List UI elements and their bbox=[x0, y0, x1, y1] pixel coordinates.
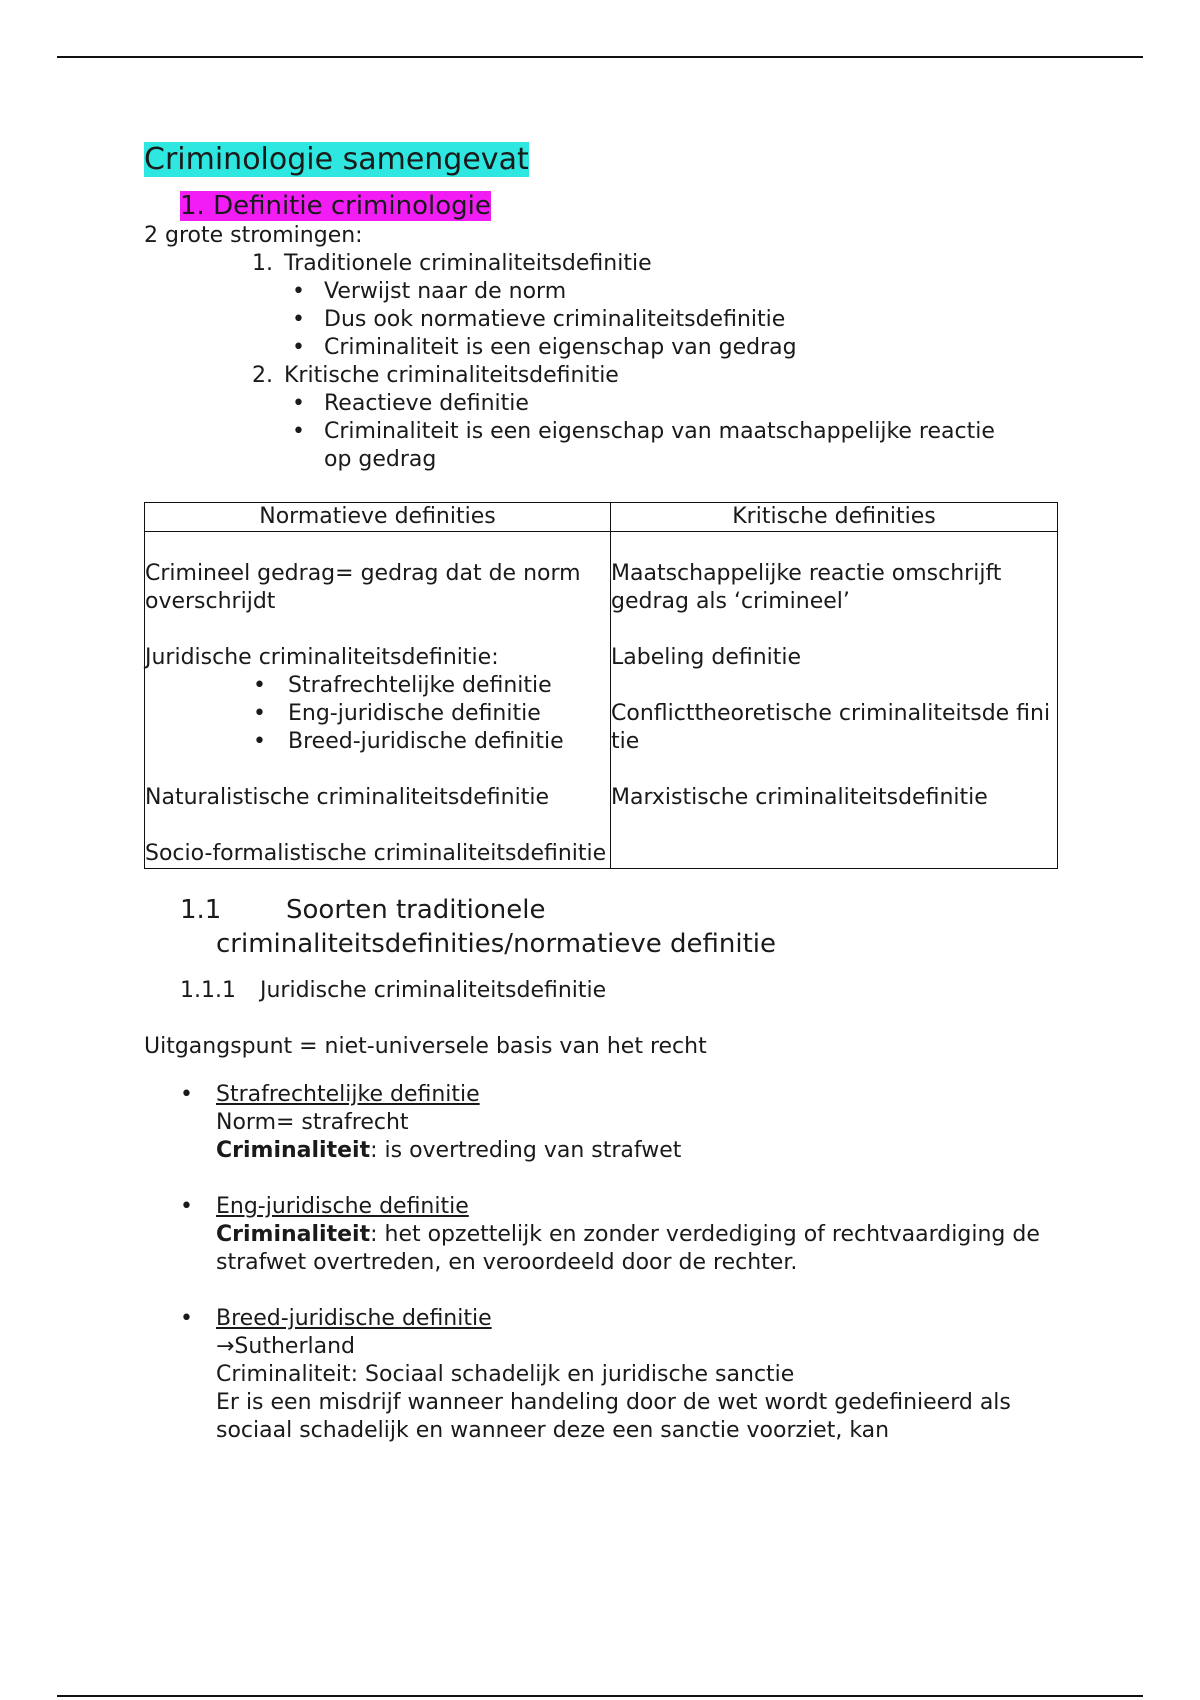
definition-title: • Breed-juridische definitie bbox=[216, 1306, 492, 1331]
cell-text: Naturalistische criminaliteitsdefinitie bbox=[145, 785, 549, 810]
cell-text: Juridische criminaliteitsdefinitie: bbox=[145, 645, 499, 670]
definition-text: →Sutherland bbox=[216, 1334, 355, 1359]
stream-sublist-wrapper bbox=[144, 278, 1064, 362]
cell-text: Labeling definitie bbox=[611, 645, 802, 670]
table-cell-kritisch bbox=[611, 532, 1058, 869]
sub-item bbox=[144, 278, 1064, 306]
section-heading-1 bbox=[180, 190, 1064, 222]
sub-item-text: Reactieve definitie bbox=[324, 391, 529, 416]
stream-number: 2. bbox=[252, 363, 273, 388]
definition-item bbox=[144, 1193, 1064, 1277]
definition-title: • Strafrechtelijke definitie bbox=[216, 1082, 480, 1107]
cell-bullet-item: • Strafrechtelijke definitie bbox=[145, 672, 610, 700]
sub-item-text: Criminaliteit is een eigenschap van gedrag bbox=[324, 335, 797, 360]
column-header: Kritische definities bbox=[611, 503, 1058, 532]
footer-rule bbox=[57, 1695, 1143, 1697]
table-header-row bbox=[145, 503, 1058, 532]
title-text: Criminologie samengevat bbox=[144, 142, 529, 177]
definition-body: : het opzettelijk en zonder verdediging of rechtvaardiging de strafwet overtreden, en veroordeeld door de rechter. bbox=[216, 1222, 1040, 1275]
cell-bullet-list bbox=[145, 672, 610, 756]
sub-item bbox=[144, 306, 1064, 334]
stream-label: Kritische criminaliteitsdefinitie bbox=[284, 363, 619, 388]
cell-text: Crimineel gedrag= gedrag dat de norm overschrijdt bbox=[145, 561, 581, 614]
section-heading-text: criminaliteitsdefinities/normatieve definitie bbox=[216, 929, 777, 959]
sub-item bbox=[144, 390, 1064, 418]
document-page bbox=[144, 140, 1064, 1445]
cell-text: Marxistische criminaliteitsdefinitie bbox=[611, 785, 988, 810]
definition-item bbox=[144, 1081, 1064, 1165]
section-heading-1-1 bbox=[180, 893, 1064, 961]
basis-text: Uitgangspunt = niet-universele basis van het recht bbox=[144, 1034, 707, 1059]
section-number: 1.1.1 bbox=[180, 978, 236, 1003]
stream-label: Traditionele criminaliteitsdefinitie bbox=[284, 251, 652, 276]
cell-bullet-item: • Eng-juridische definitie bbox=[145, 700, 610, 728]
definition-body: : is overtreding van strafwet bbox=[370, 1138, 682, 1163]
section-number: 1.1 bbox=[180, 895, 222, 925]
bold-term: Criminaliteit bbox=[216, 1222, 371, 1247]
definitions-list bbox=[144, 1081, 1064, 1445]
comparison-table bbox=[144, 502, 1058, 869]
stream-sublist bbox=[144, 390, 1064, 474]
section-heading-1-text: 1. Definitie criminologie bbox=[180, 191, 491, 221]
section-heading-text: Juridische criminaliteitsdefinitie bbox=[260, 978, 607, 1003]
definition-text bbox=[216, 1137, 1064, 1165]
cell-block-juridisch bbox=[145, 644, 610, 756]
sub-item-text: • Criminaliteit is een eigenschap van maatschappelijke reactie op gedrag bbox=[324, 419, 995, 472]
bold-term: Criminaliteit bbox=[216, 1138, 371, 1163]
definition-title: • Eng-juridische definitie bbox=[216, 1194, 469, 1219]
cell-bullet-item: • Breed-juridische definitie bbox=[145, 728, 610, 756]
table-cell-normatief bbox=[145, 532, 611, 869]
definition-item bbox=[144, 1305, 1064, 1445]
table-row bbox=[145, 532, 1058, 869]
cell-text: Conflicttheoretische criminaliteitsde finitie bbox=[611, 701, 1051, 754]
column-header: Normatieve definities bbox=[145, 503, 611, 532]
streams-list bbox=[144, 250, 1064, 474]
sub-item-text: Verwijst naar de norm bbox=[324, 279, 567, 304]
cell-text: Maatschappelijke reactie omschrijft gedrag als ‘crimineel’ bbox=[611, 561, 1002, 614]
stream-number: 1. bbox=[252, 251, 273, 276]
intro-text: 2 grote stromingen: bbox=[144, 223, 363, 248]
section-heading-text: Soorten traditionele bbox=[286, 895, 546, 925]
stream-item bbox=[144, 362, 1064, 390]
sub-item bbox=[144, 418, 1064, 474]
section-heading-1-1-1 bbox=[180, 977, 1064, 1005]
cell-text: Socio-formalistische criminaliteitsdefinitie bbox=[145, 841, 607, 866]
stream-item bbox=[144, 250, 1064, 278]
stream-sublist bbox=[144, 278, 1064, 362]
header-rule bbox=[57, 56, 1143, 58]
document-title bbox=[144, 140, 1064, 180]
definition-text: Criminaliteit: Sociaal schadelijk en juridische sanctie bbox=[216, 1362, 795, 1387]
stream-sublist-wrapper bbox=[144, 390, 1064, 474]
sub-item-text: Dus ook normatieve criminaliteitsdefinitie bbox=[324, 307, 786, 332]
definition-text bbox=[216, 1221, 1064, 1277]
definition-text: Er is een misdrijf wanneer handeling door de wet wordt gedefinieerd als sociaal schadelijk en wanneer deze een sanctie voorziet, kan bbox=[216, 1390, 1011, 1443]
sub-item bbox=[144, 334, 1064, 362]
definition-text: Norm= strafrecht bbox=[216, 1110, 409, 1135]
